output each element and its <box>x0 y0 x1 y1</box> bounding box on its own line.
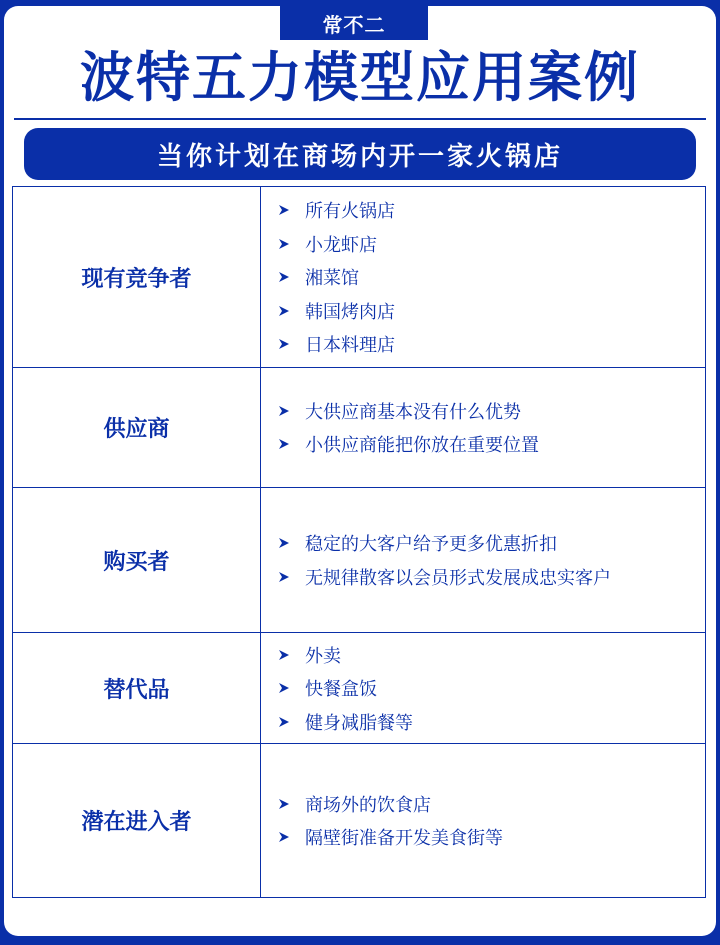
brand-tab: 常不二 <box>280 6 428 40</box>
list-item-text: 所有火锅店 <box>305 201 395 222</box>
arrow-right-icon <box>277 237 305 251</box>
list-item <box>277 260 705 294</box>
forces-table <box>12 186 706 898</box>
list-item <box>277 193 705 227</box>
list-item-text: 日本料理店 <box>305 335 395 356</box>
list-item <box>277 294 705 328</box>
row-label: 购买者 <box>13 488 261 632</box>
list-item <box>277 327 705 361</box>
list-item-text: 小龙虾店 <box>305 234 377 256</box>
list-item <box>277 821 705 855</box>
arrow-right-icon <box>277 203 305 217</box>
row-label: 潜在进入者 <box>13 744 261 897</box>
row-items <box>261 488 705 632</box>
row-items <box>261 744 705 897</box>
row-label: 供应商 <box>13 368 261 487</box>
arrow-right-icon <box>277 830 305 844</box>
list-item-text: 隔壁街准备开发美食街等 <box>305 828 503 850</box>
list-item <box>277 428 705 462</box>
arrow-right-icon <box>277 337 305 351</box>
arrow-right-icon <box>277 404 305 418</box>
title-divider <box>14 118 706 120</box>
row-label: 现有竞争者 <box>13 187 261 367</box>
list-item-text: 大供应商基本没有什么优势 <box>305 401 521 423</box>
row-label: 替代品 <box>13 633 261 743</box>
row-items <box>261 633 705 743</box>
table-row-buyers <box>13 488 705 633</box>
list-item <box>277 638 705 672</box>
list-item-text: 快餐盒饭 <box>305 679 377 700</box>
list-item <box>277 227 705 261</box>
arrow-right-icon <box>277 648 305 662</box>
arrow-right-icon <box>277 536 305 550</box>
table-row-suppliers <box>13 368 705 488</box>
row-items <box>261 187 705 367</box>
list-item-text: 韩国烤肉店 <box>305 301 395 323</box>
list-item-text: 小供应商能把你放在重要位置 <box>305 435 539 457</box>
list-item <box>277 527 705 561</box>
arrow-right-icon <box>277 715 305 729</box>
table-row-competitors <box>13 187 705 368</box>
arrow-right-icon <box>277 437 305 451</box>
arrow-right-icon <box>277 270 305 284</box>
list-item <box>277 560 705 594</box>
list-item <box>277 705 705 739</box>
subtitle-banner: 当你计划在商场内开一家火锅店 <box>24 128 696 180</box>
row-items <box>261 368 705 487</box>
page-title: 波特五力模型应用案例 <box>80 46 640 109</box>
list-item-text: 湘菜馆 <box>305 268 359 289</box>
table-row-new-entrants <box>13 744 705 897</box>
list-item-text: 稳定的大客户给予更多优惠折扣 <box>305 534 557 556</box>
table-row-substitutes <box>13 633 705 744</box>
list-item <box>277 671 705 705</box>
list-item-text: 无规律散客以会员形式发展成忠实客户 <box>305 567 611 589</box>
list-item-text: 健身减脂餐等 <box>305 712 413 734</box>
list-item-text: 商场外的饮食店 <box>305 794 431 816</box>
list-item <box>277 787 705 821</box>
arrow-right-icon <box>277 797 305 811</box>
arrow-right-icon <box>277 681 305 695</box>
list-item-text: 外卖 <box>305 645 341 667</box>
arrow-right-icon <box>277 304 305 318</box>
list-item <box>277 394 705 428</box>
arrow-right-icon <box>277 570 305 584</box>
